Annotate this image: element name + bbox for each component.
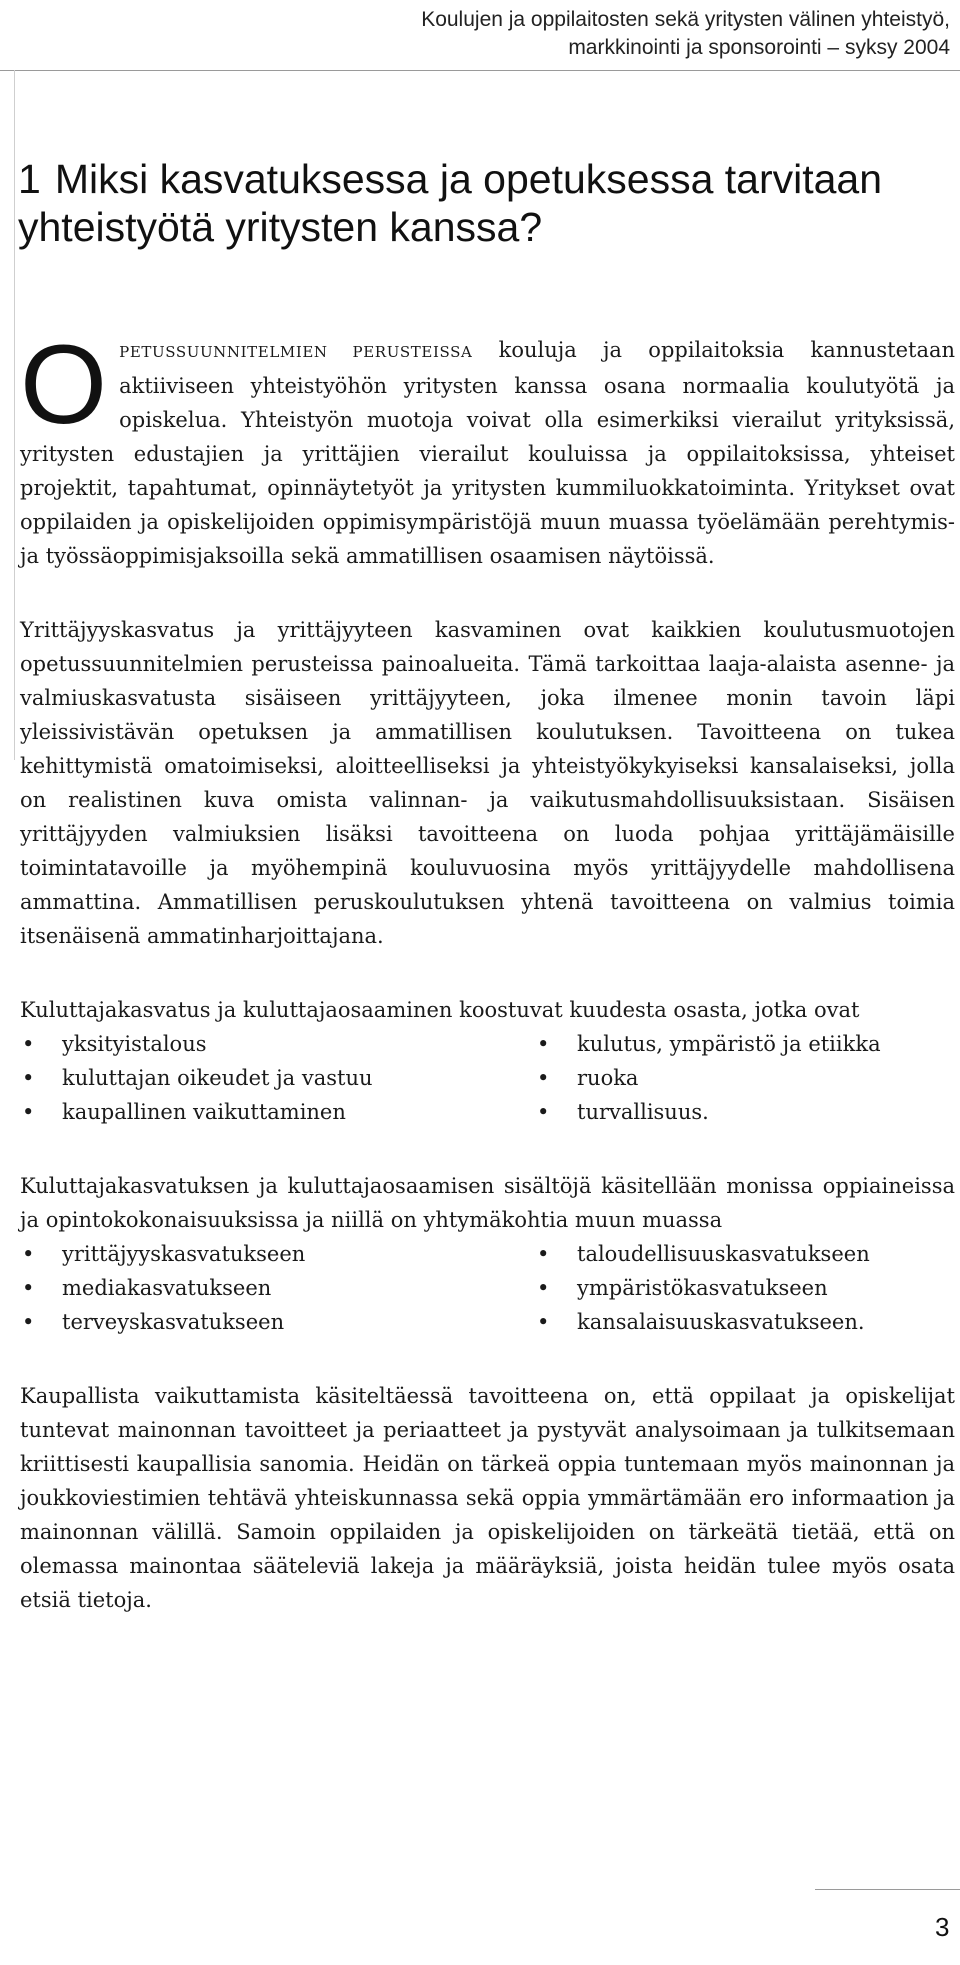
list-item-text: kaupallinen vaikuttaminen xyxy=(62,1100,346,1124)
section-heading xyxy=(18,155,918,251)
bullet-icon: • xyxy=(537,1066,550,1090)
list-column-left xyxy=(20,1027,535,1129)
footer-rule xyxy=(815,1889,960,1890)
list-column-right xyxy=(535,1237,955,1339)
bullet-icon: • xyxy=(22,1066,35,1090)
list-item xyxy=(535,1095,955,1129)
related-education-intro: Kuluttajakasvatuksen ja kuluttajaosaamisen sisältöjä käsitellään monissa oppiaineissa ja opintokokonaisuuksissa ja niillä on yhtymäkohtia muun muassa xyxy=(20,1174,955,1232)
running-header xyxy=(421,6,950,62)
header-rule xyxy=(0,70,960,71)
running-header-line-1: Koulujen ja oppilaitosten sekä yritysten välinen yhteistyö, xyxy=(421,8,950,31)
drop-cap: O xyxy=(20,322,108,447)
list-item-text: yksityistalous xyxy=(62,1032,207,1056)
list-item xyxy=(20,1237,535,1271)
list-column-right xyxy=(535,1027,955,1129)
page-number: 3 xyxy=(935,1912,950,1942)
section-heading-line-2: yhteistyötä yritysten kanssa? xyxy=(18,204,543,250)
running-header-line-2: markkinointi ja sponsorointi – syksy 2004 xyxy=(568,36,950,59)
list-item-text: ruoka xyxy=(577,1066,639,1090)
bullet-icon: • xyxy=(22,1276,35,1300)
bullet-icon: • xyxy=(537,1310,550,1334)
list-item xyxy=(20,1305,535,1339)
list-item xyxy=(535,1027,955,1061)
consumer-education-intro: Kuluttajakasvatus ja kuluttajaosaaminen koostuvat kuudesta osasta, jotka ovat xyxy=(20,998,860,1022)
list-item-text: taloudellisuuskasvatukseen xyxy=(577,1242,870,1266)
list-item xyxy=(20,1061,535,1095)
list-item xyxy=(535,1271,955,1305)
section-heading-line-1: Miksi kasvatuksessa ja opetuksessa tarvitaan xyxy=(54,156,883,202)
bullet-icon: • xyxy=(22,1100,35,1124)
list-item xyxy=(20,1027,535,1061)
list-item-text: mediakasvatukseen xyxy=(62,1276,272,1300)
related-education-list xyxy=(20,1237,955,1339)
list-item-text: yrittäjyyskasvatukseen xyxy=(62,1242,306,1266)
list-item xyxy=(20,1271,535,1305)
entrepreneurship-paragraph: Yrittäjyyskasvatus ja yrittäjyyteen kasvaminen ovat kaikkien koulutusmuotojen opetussuunnitelmien perusteissa painoalueita. Tämä tarkoittaa laaja-alaista asenne- ja valmiuskasvatusta sisäiseen yrittäjyyteen, joka ilmenee monin tavoin läpi yleissivistävän opetuksen ja ammatillisen koulutuksen. Tavoitteena on tukea kehittymistä omatoimiseksi, aloitteelliseksi ja yhteistyökykyiseksi kansalaiseksi, jolla on realistinen kuva omista valinnan- ja vaikutusmahdollisuuksistaan. Sisäisen yrittäjyyden valmiuksien lisäksi tavoitteena on luoda pohjaa yrittäjämäisille toimintatavoille ja myöhempinä kouluvuosina myös yrittäjyydelle mahdollisena ammattina. Ammatillisen peruskoulutuksen yhtenä tavoitteena on valmius toimia itsenäisenä ammatinharjoittajana. xyxy=(20,618,955,948)
margin-rule xyxy=(14,70,15,760)
small-caps-lead: PETUSSUUNNITELMIEN PERUSTEISSA xyxy=(119,343,473,361)
section-number: 1 xyxy=(18,156,41,202)
commercial-influence-paragraph: Kaupallista vaikuttamista käsiteltäessä tavoitteena on, että oppilaat ja opiskelijat tuntevat mainonnan tavoitteet ja periaatteet ja pystyvät analysoimaan ja tulkitsemaan kriittisesti kaupallisia sanomia. Heidän on tärkeä oppia tuntemaan myös mainonnan ja joukkoviestimien tehtävä yhteiskunnassa sekä oppia ymmärtämään ero informaation ja mainonnan välillä. Samoin oppilaiden ja opiskelijoiden on tärkeätä tietää, että on olemassa mainontaa sääteleviä lakeja ja määräyksiä, joista heidän tulee myös osata etsiä tietoja. xyxy=(20,1384,955,1612)
bullet-icon: • xyxy=(537,1242,550,1266)
list-column-left xyxy=(20,1237,535,1339)
bullet-icon: • xyxy=(22,1310,35,1334)
bullet-icon: • xyxy=(537,1276,550,1300)
bullet-icon: • xyxy=(22,1242,35,1266)
intro-paragraph xyxy=(20,322,956,573)
list-item-text: terveyskasvatukseen xyxy=(62,1310,285,1334)
list-item-text: kansalaisuuskasvatukseen. xyxy=(577,1310,865,1334)
list-item xyxy=(20,1095,535,1129)
consumer-education-list xyxy=(20,1027,955,1129)
list-item-text: ympäristökasvatukseen xyxy=(577,1276,828,1300)
list-item-text: kuluttajan oikeudet ja vastuu xyxy=(62,1066,373,1090)
list-item-text: turvallisuus. xyxy=(577,1100,709,1124)
bullet-icon: • xyxy=(537,1032,550,1056)
list-item xyxy=(535,1061,955,1095)
bullet-icon: • xyxy=(22,1032,35,1056)
body-text xyxy=(20,322,956,1657)
intro-paragraph-text: kouluja ja oppilaitoksia kannustetaan aktiiviseen yhteistyöhön yritysten kanssa osana normaalia koulutyötä ja opiskelua. Yhteistyön muotoja voivat olla esimerkiksi vierailut yrityksissä, yritysten edustajien ja yrittäjien vierailut kouluissa ja oppilaitoksissa, yhteiset projektit, tapahtumat, opinnäytetyöt ja yritysten kummiluokkatoiminta. Yritykset ovat oppilaiden ja opiskelijoiden oppimisympäristöjä muun muassa työelämään perehtymis- ja työssäoppimisjaksoilla sekä ammatillisen osaamisen näytöissä. xyxy=(20,338,956,568)
bullet-icon: • xyxy=(537,1100,550,1124)
list-item xyxy=(535,1237,955,1271)
list-item-text: kulutus, ympäristö ja etiikka xyxy=(577,1032,881,1056)
list-item xyxy=(535,1305,955,1339)
